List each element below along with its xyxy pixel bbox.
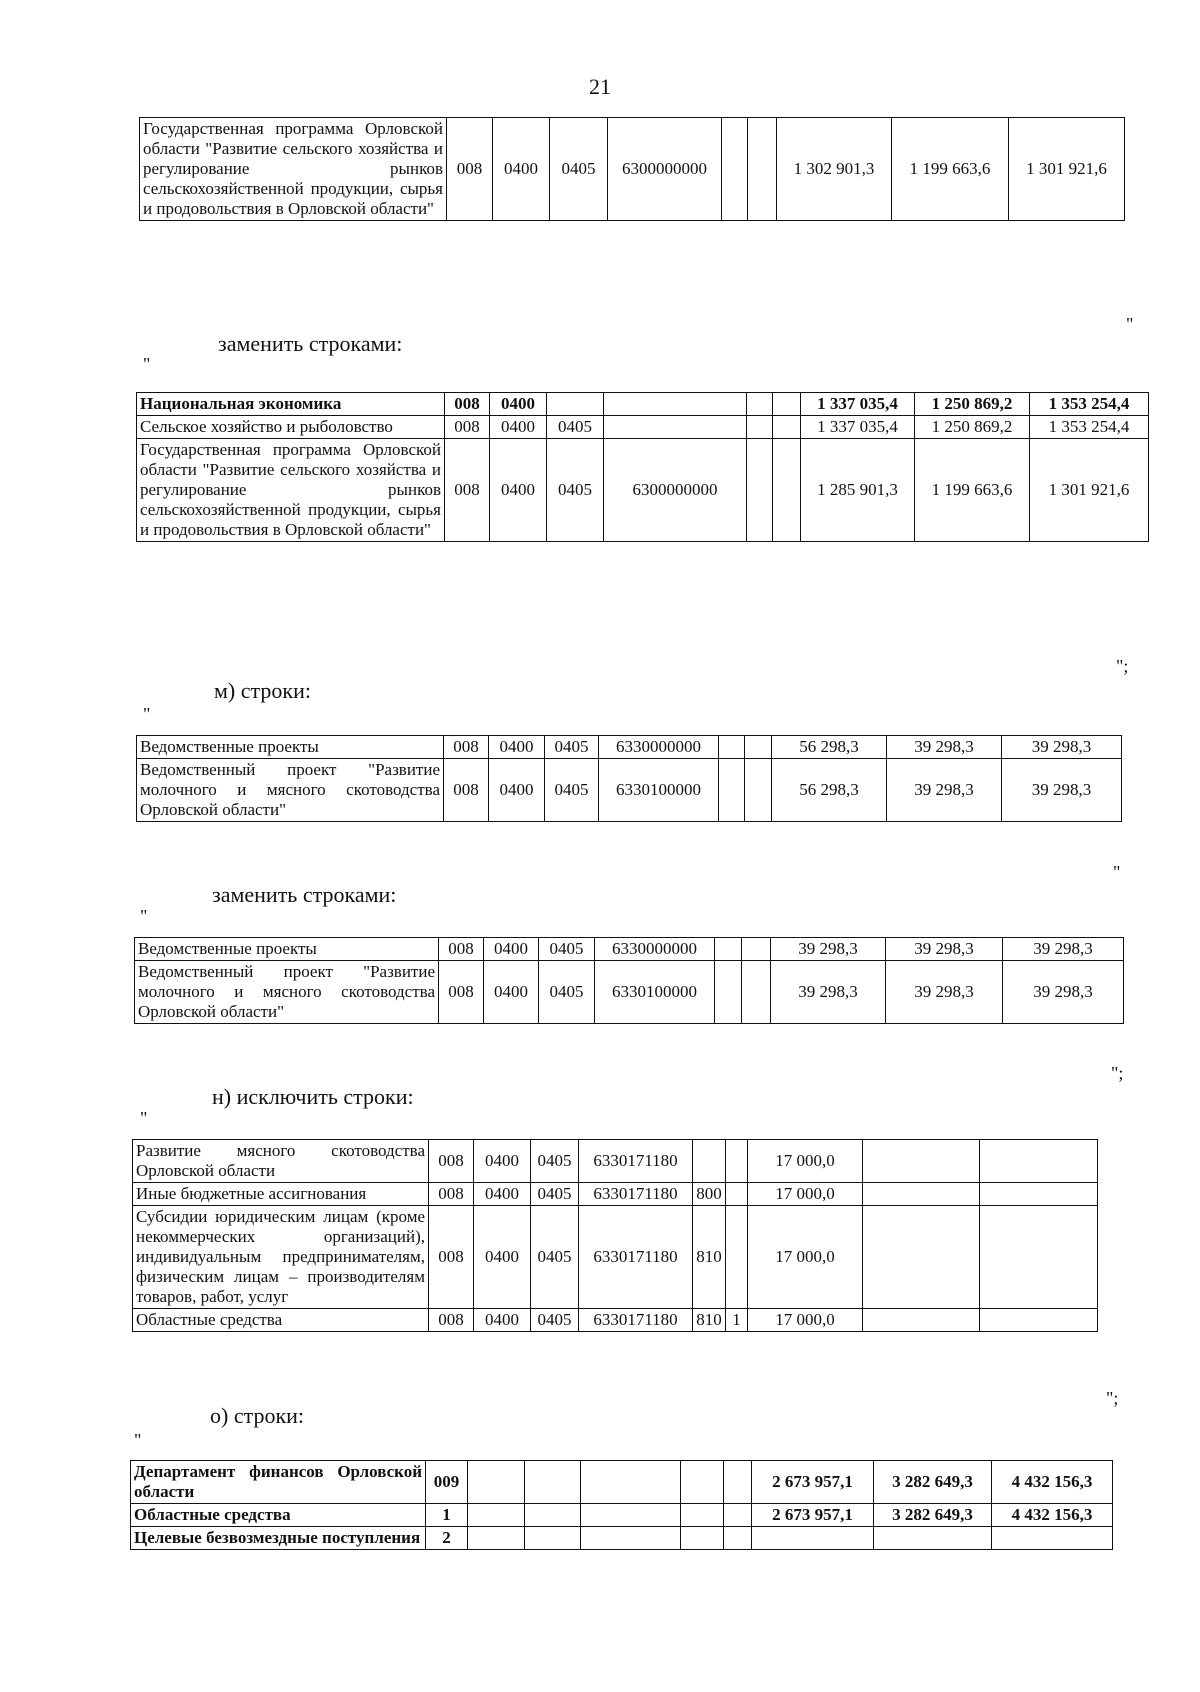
- cell-target-article: 6330000000: [599, 736, 719, 759]
- cell-amount-year2: [863, 1183, 980, 1206]
- table-row: [135, 961, 1124, 1024]
- cell-prz: 0405: [531, 1183, 579, 1206]
- table-program-old: [139, 117, 1125, 221]
- table-row: [131, 1461, 1113, 1504]
- caption-m: м) строки:: [214, 678, 311, 703]
- cell-expense-type: [681, 1461, 724, 1504]
- cell-target-article: 6330171180: [579, 1309, 693, 1332]
- table-row: [140, 118, 1125, 221]
- cell-amount-year3: [980, 1140, 1098, 1183]
- close-quote: ": [1126, 314, 1134, 334]
- cell-amount-year3: [980, 1183, 1098, 1206]
- cell-amount-year1: 1 302 901,3: [777, 118, 892, 221]
- cell-grbs: 1: [426, 1504, 468, 1527]
- caption-o: о) строки:: [210, 1403, 305, 1428]
- cell-grbs: 008: [447, 118, 493, 221]
- cell-target-article: 6300000000: [604, 439, 747, 542]
- cell-expense-type: [693, 1140, 726, 1183]
- cell-prz: 0405: [539, 938, 595, 961]
- cell-name: Областные средства: [133, 1309, 429, 1332]
- cell-prz: 0405: [531, 1309, 579, 1332]
- cell-grbs: 008: [429, 1206, 474, 1309]
- cell-prz: 0405: [531, 1206, 579, 1309]
- cell-expense-type: 810: [693, 1309, 726, 1332]
- cell-name: Национальная экономика: [137, 393, 445, 416]
- table-row: [137, 439, 1149, 542]
- cell-rz: 0400: [490, 393, 547, 416]
- cell-source: [742, 961, 771, 1024]
- cell-name: Государственная программа Орловской области "Развитие сельского хозяйства и регулирование рынков сельскохозяйственной продукции, сырья и продовольствия в Орловской области": [140, 118, 447, 221]
- cell-amount-year2: 3 282 649,3: [874, 1461, 992, 1504]
- cell-rz: 0400: [474, 1140, 531, 1183]
- cell-grbs: 2: [426, 1527, 468, 1550]
- cell-prz: 0405: [547, 439, 604, 542]
- cell-rz: 0400: [484, 938, 539, 961]
- cell-grbs: 008: [445, 439, 490, 542]
- cell-amount-year3: 1 301 921,6: [1030, 439, 1149, 542]
- cell-expense-type: [719, 759, 745, 822]
- cell-target-article: [581, 1527, 681, 1550]
- cell-rz: 0400: [490, 439, 547, 542]
- cell-amount-year3: 39 298,3: [1003, 938, 1124, 961]
- cell-amount-year1: 39 298,3: [771, 961, 886, 1024]
- cell-grbs: 008: [445, 416, 490, 439]
- cell-prz: 0405: [531, 1140, 579, 1183]
- cell-amount-year3: 39 298,3: [1003, 961, 1124, 1024]
- cell-expense-type: [747, 393, 773, 416]
- cell-source: [724, 1504, 752, 1527]
- cell-prz: [525, 1504, 581, 1527]
- cell-amount-year3: 4 432 156,3: [992, 1461, 1113, 1504]
- table-row: [133, 1140, 1098, 1183]
- cell-target-article: 6330171180: [579, 1140, 693, 1183]
- cell-name: Целевые безвозмездные поступления: [131, 1527, 426, 1550]
- cell-expense-type: [681, 1527, 724, 1550]
- cell-expense-type: [722, 118, 748, 221]
- cell-source: 1: [726, 1309, 748, 1332]
- cell-amount-year1: 1 285 901,3: [801, 439, 915, 542]
- cell-source: [726, 1140, 748, 1183]
- cell-target-article: 6330000000: [595, 938, 715, 961]
- table-excluded: [132, 1139, 1098, 1332]
- cell-prz: 0405: [545, 759, 599, 822]
- table-row: [131, 1504, 1113, 1527]
- cell-name: Государственная программа Орловской области "Развитие сельского хозяйства и регулирование рынков сельскохозяйственной продукции, сырья и продовольствия в Орловской области": [137, 439, 445, 542]
- cell-amount-year1: 2 673 957,1: [752, 1461, 874, 1504]
- cell-amount-year2: 3 282 649,3: [874, 1504, 992, 1527]
- cell-grbs: 008: [429, 1140, 474, 1183]
- cell-amount-year1: 17 000,0: [748, 1183, 863, 1206]
- caption-replace: заменить строками:: [218, 331, 403, 356]
- cell-amount-year1: 1 337 035,4: [801, 416, 915, 439]
- cell-rz: 0400: [484, 961, 539, 1024]
- cell-source: [773, 416, 801, 439]
- table-row: [131, 1527, 1113, 1550]
- caption-replace: заменить строками:: [212, 882, 397, 907]
- page-number: 21: [589, 74, 611, 99]
- cell-prz: 0405: [547, 416, 604, 439]
- cell-amount-year3: [992, 1527, 1113, 1550]
- cell-grbs: 008: [429, 1183, 474, 1206]
- cell-expense-type: [715, 938, 742, 961]
- cell-prz: [547, 393, 604, 416]
- cell-amount-year1: 2 673 957,1: [752, 1504, 874, 1527]
- cell-amount-year2: 39 298,3: [886, 938, 1003, 961]
- cell-source: [726, 1206, 748, 1309]
- cell-target-article: 6330100000: [599, 759, 719, 822]
- close-quote-semicolon: ";: [1106, 1388, 1119, 1408]
- cell-grbs: 008: [444, 736, 489, 759]
- cell-target-article: [604, 416, 747, 439]
- cell-prz: 0405: [539, 961, 595, 1024]
- cell-amount-year1: 17 000,0: [748, 1206, 863, 1309]
- cell-grbs: 008: [444, 759, 489, 822]
- open-quote: ": [140, 1108, 148, 1128]
- cell-amount-year2: 39 298,3: [886, 961, 1003, 1024]
- cell-rz: 0400: [490, 416, 547, 439]
- cell-expense-type: [747, 416, 773, 439]
- cell-target-article: 6330171180: [579, 1183, 693, 1206]
- table-row: [133, 1309, 1098, 1332]
- cell-expense-type: 800: [693, 1183, 726, 1206]
- cell-amount-year2: [863, 1206, 980, 1309]
- cell-target-article: [604, 393, 747, 416]
- cell-grbs: 008: [439, 938, 484, 961]
- cell-amount-year2: [863, 1140, 980, 1183]
- cell-rz: 0400: [474, 1309, 531, 1332]
- cell-amount-year1: 1 337 035,4: [801, 393, 915, 416]
- cell-grbs: 008: [439, 961, 484, 1024]
- cell-name: Субсидии юридическим лицам (кроме некоммерческих организаций), индивидуальным предпринимателям, физическим лицам – производителям товаров, работ, услуг: [133, 1206, 429, 1309]
- table-row: [137, 736, 1122, 759]
- cell-amount-year3: 1 301 921,6: [1009, 118, 1125, 221]
- cell-expense-type: [719, 736, 745, 759]
- cell-name: Областные средства: [131, 1504, 426, 1527]
- cell-source: [745, 759, 772, 822]
- cell-amount-year1: [752, 1527, 874, 1550]
- close-quote: ": [1113, 862, 1121, 882]
- table-row: [137, 416, 1149, 439]
- cell-rz: [468, 1527, 525, 1550]
- cell-prz: [525, 1461, 581, 1504]
- cell-amount-year2: [874, 1527, 992, 1550]
- cell-prz: [525, 1527, 581, 1550]
- cell-amount-year3: 4 432 156,3: [992, 1504, 1113, 1527]
- cell-expense-type: [747, 439, 773, 542]
- cell-grbs: 009: [426, 1461, 468, 1504]
- cell-amount-year2: [863, 1309, 980, 1332]
- table-row: [135, 938, 1124, 961]
- caption-n: н) исключить строки:: [212, 1084, 414, 1109]
- cell-rz: 0400: [493, 118, 550, 221]
- cell-rz: 0400: [489, 736, 545, 759]
- table-row: [137, 759, 1122, 822]
- open-quote: ": [134, 1430, 142, 1450]
- cell-source: [742, 938, 771, 961]
- cell-amount-year3: 1 353 254,4: [1030, 393, 1149, 416]
- cell-target-article: 6330171180: [579, 1206, 693, 1309]
- cell-target-article: 6300000000: [608, 118, 722, 221]
- close-quote-semicolon: ";: [1111, 1063, 1124, 1083]
- open-quote: ": [143, 354, 151, 374]
- cell-name: Ведомственный проект "Развитие молочного и мясного скотоводства Орловской области": [137, 759, 444, 822]
- open-quote: ": [143, 704, 151, 724]
- cell-amount-year1: 39 298,3: [771, 938, 886, 961]
- cell-source: [773, 393, 801, 416]
- cell-source: [726, 1183, 748, 1206]
- cell-expense-type: [681, 1504, 724, 1527]
- cell-rz: [468, 1504, 525, 1527]
- cell-source: [773, 439, 801, 542]
- cell-target-article: [581, 1461, 681, 1504]
- cell-target-article: 6330100000: [595, 961, 715, 1024]
- cell-prz: 0405: [550, 118, 608, 221]
- cell-amount-year1: 17 000,0: [748, 1309, 863, 1332]
- cell-amount-year2: 1 199 663,6: [892, 118, 1009, 221]
- cell-amount-year2: 1 250 869,2: [915, 393, 1030, 416]
- cell-amount-year3: 1 353 254,4: [1030, 416, 1149, 439]
- cell-amount-year2: 1 250 869,2: [915, 416, 1030, 439]
- cell-amount-year2: 39 298,3: [887, 759, 1002, 822]
- cell-name: Департамент финансов Орловской области: [131, 1461, 426, 1504]
- table-row: [133, 1206, 1098, 1309]
- cell-amount-year3: 39 298,3: [1002, 736, 1122, 759]
- cell-source: [748, 118, 777, 221]
- table-row: [133, 1183, 1098, 1206]
- cell-name: Ведомственный проект "Развитие молочного и мясного скотоводства Орловской области": [135, 961, 439, 1024]
- cell-prz: 0405: [545, 736, 599, 759]
- cell-name: Сельское хозяйство и рыболовство: [137, 416, 445, 439]
- cell-name: Развитие мясного скотоводства Орловской области: [133, 1140, 429, 1183]
- cell-source: [745, 736, 772, 759]
- close-quote-semicolon: ";: [1116, 656, 1129, 676]
- cell-amount-year3: 39 298,3: [1002, 759, 1122, 822]
- cell-amount-year1: 17 000,0: [748, 1140, 863, 1183]
- open-quote: ": [140, 906, 148, 926]
- cell-name: Ведомственные проекты: [135, 938, 439, 961]
- cell-rz: [468, 1461, 525, 1504]
- table-projects-new: [134, 937, 1124, 1024]
- cell-amount-year3: [980, 1309, 1098, 1332]
- cell-rz: 0400: [489, 759, 545, 822]
- table-row: [137, 393, 1149, 416]
- cell-amount-year2: 39 298,3: [887, 736, 1002, 759]
- table-projects-old: [136, 735, 1122, 822]
- cell-amount-year2: 1 199 663,6: [915, 439, 1030, 542]
- cell-name: Ведомственные проекты: [137, 736, 444, 759]
- table-program-new: [136, 392, 1149, 542]
- cell-source: [724, 1461, 752, 1504]
- cell-grbs: 008: [429, 1309, 474, 1332]
- cell-amount-year1: 56 298,3: [772, 759, 887, 822]
- cell-rz: 0400: [474, 1183, 531, 1206]
- cell-rz: 0400: [474, 1206, 531, 1309]
- table-finance-dept: [130, 1460, 1113, 1550]
- cell-grbs: 008: [445, 393, 490, 416]
- cell-target-article: [581, 1504, 681, 1527]
- cell-amount-year3: [980, 1206, 1098, 1309]
- cell-expense-type: [715, 961, 742, 1024]
- cell-source: [724, 1527, 752, 1550]
- cell-amount-year1: 56 298,3: [772, 736, 887, 759]
- cell-name: Иные бюджетные ассигнования: [133, 1183, 429, 1206]
- cell-expense-type: 810: [693, 1206, 726, 1309]
